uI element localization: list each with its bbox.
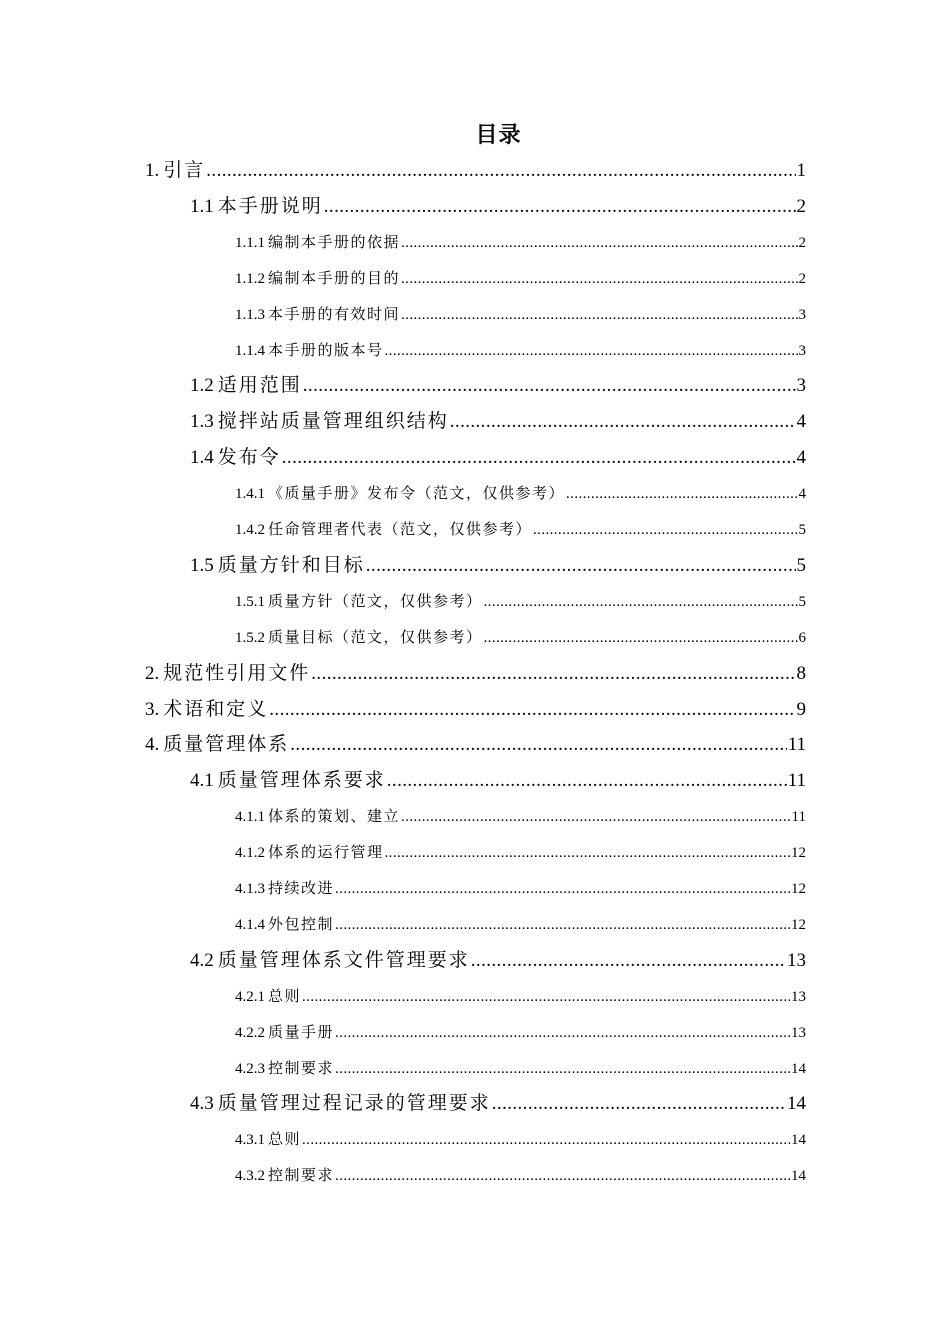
toc-entry-title: 术语和定义 xyxy=(163,697,269,720)
toc-entry-page-number: 8 xyxy=(796,662,806,684)
toc-entry-number: 1.1.4 xyxy=(235,342,265,359)
toc-entry-page-number: 12 xyxy=(791,881,806,897)
toc-entry-number: 4.3.2 xyxy=(235,1168,265,1185)
toc-entry-page-number: 6 xyxy=(798,629,806,646)
toc-entry-page-number: 14 xyxy=(791,1168,806,1185)
toc-entry-number: 4.2.3 xyxy=(235,1060,265,1077)
toc-entry-page-number: 4 xyxy=(796,411,806,433)
toc-entry[interactable] xyxy=(235,805,806,826)
toc-entry[interactable] xyxy=(190,945,806,972)
toc-entry-page-number: 11 xyxy=(787,770,806,792)
toc-dot-leader xyxy=(401,809,791,826)
toc-entry-number: 1.4 xyxy=(190,447,214,469)
toc-entry-page-number: 3 xyxy=(798,342,806,359)
toc-dot-leader xyxy=(311,663,795,685)
toc-entry-number: 1.4.1 xyxy=(235,486,265,503)
toc-entry-page-number: 14 xyxy=(791,1132,806,1149)
toc-dot-leader xyxy=(302,1132,790,1149)
toc-entry[interactable] xyxy=(190,191,806,218)
toc-entry-page-number: 12 xyxy=(791,916,806,933)
toc-dot-leader xyxy=(302,989,790,1006)
toc-entry-title: 质量手册 xyxy=(268,1022,335,1041)
toc-dot-leader xyxy=(282,447,796,469)
toc-entry-page-number: 11 xyxy=(787,734,806,756)
toc-dot-leader xyxy=(335,917,790,934)
toc-entry-number: 4.2 xyxy=(190,949,214,971)
toc-entry-title: 持续改进 xyxy=(268,879,335,897)
toc-dot-leader xyxy=(324,196,796,218)
toc-dot-leader xyxy=(566,486,797,503)
toc-entry-title: 质量目标（范文，仅供参考） xyxy=(268,627,483,646)
toc-entry-title: 控制要求 xyxy=(268,1166,335,1185)
toc-entry-title: 外包控制 xyxy=(268,914,335,933)
toc-entry-page-number: 12 xyxy=(791,845,806,862)
toc-entry-title: 总则 xyxy=(268,1130,302,1149)
toc-entry-title: 任命管理者代表（范文，仅供参考） xyxy=(268,520,533,538)
toc-entry[interactable] xyxy=(235,841,806,862)
toc-entry[interactable] xyxy=(235,913,806,934)
toc-entry-title: 编制本手册的目的 xyxy=(268,268,401,287)
toc-entry-title: 质量管理体系要求 xyxy=(217,769,386,792)
toc-entry-number: 4.1 xyxy=(190,770,214,792)
toc-entry[interactable] xyxy=(190,406,806,433)
toc-entry-page-number: 2 xyxy=(798,270,806,287)
toc-entry-number: 1.4.2 xyxy=(235,522,265,538)
toc-dot-leader xyxy=(269,699,795,721)
toc-entry-title: 编制本手册的依据 xyxy=(268,232,401,251)
toc-entry-number: 4.2.2 xyxy=(235,1024,265,1041)
toc-entry[interactable] xyxy=(235,482,806,503)
toc-entry-title: 质量方针（范文，仅供参考） xyxy=(268,591,483,610)
toc-dot-leader xyxy=(335,1025,790,1042)
toc-entry[interactable] xyxy=(145,694,806,721)
toc-entry-page-number: 3 xyxy=(798,306,806,323)
toc-entry-number: 4.1.1 xyxy=(235,809,265,826)
toc-entry-page-number: 4 xyxy=(798,486,806,503)
toc-entry-page-number: 3 xyxy=(796,375,806,397)
toc-entry-title: 本手册的有效时间 xyxy=(268,304,401,323)
toc-entry-page-number: 14 xyxy=(787,1093,806,1115)
toc-entry-number: 3. xyxy=(145,698,160,720)
toc-entry-page-number: 14 xyxy=(791,1060,806,1077)
toc-dot-leader xyxy=(290,734,786,756)
toc-dot-leader xyxy=(335,1168,790,1185)
toc-dot-leader xyxy=(401,235,797,252)
toc-entry-page-number: 2 xyxy=(796,195,806,217)
toc-entry[interactable] xyxy=(235,590,806,611)
toc-title: 目录 xyxy=(475,122,522,148)
toc-dot-leader xyxy=(492,1093,786,1115)
toc-entry-number: 1.5.2 xyxy=(235,629,265,646)
toc-entry[interactable] xyxy=(235,985,806,1006)
toc-dot-leader xyxy=(450,411,796,433)
toc-dot-leader xyxy=(484,594,798,611)
toc-entry-page-number: 13 xyxy=(791,988,806,1005)
toc-entry-title: 质量方针和目标 xyxy=(217,553,365,576)
toc-entry[interactable] xyxy=(235,1164,806,1185)
toc-dot-leader xyxy=(533,522,797,539)
toc-dot-leader xyxy=(206,160,795,182)
toc-entry-title: 总则 xyxy=(268,986,302,1005)
toc-entry[interactable] xyxy=(235,1021,806,1042)
toc-entry-number: 4.2.1 xyxy=(235,988,265,1005)
toc-entry[interactable] xyxy=(190,370,806,397)
toc-dot-leader xyxy=(303,375,796,397)
toc-entry-number: 4.3.1 xyxy=(235,1132,265,1149)
toc-dot-leader xyxy=(471,950,786,972)
toc-entry-number: 1.1.1 xyxy=(235,234,265,251)
toc-dot-leader xyxy=(401,307,797,324)
toc-entry-page-number: 4 xyxy=(796,447,806,469)
toc-entry-page-number: 1 xyxy=(796,160,806,181)
toc-entry[interactable] xyxy=(235,626,806,647)
toc-entry-page-number: 5 xyxy=(798,522,806,538)
toc-entry[interactable] xyxy=(145,729,806,756)
toc-entry-number: 1.2 xyxy=(190,375,214,397)
toc-entry[interactable] xyxy=(235,231,806,252)
toc-entry-page-number: 13 xyxy=(787,949,806,971)
toc-entry[interactable] xyxy=(235,339,806,360)
toc-entry[interactable] xyxy=(145,155,806,182)
toc-dot-leader xyxy=(335,881,790,898)
toc-entry[interactable] xyxy=(235,303,806,324)
toc-entry[interactable] xyxy=(235,1057,806,1078)
toc-dot-leader xyxy=(484,630,798,647)
toc-entry-page-number: 9 xyxy=(796,698,806,720)
toc-entry[interactable] xyxy=(235,267,806,288)
toc-entry-title: 《质量手册》发布令（范文，仅供参考） xyxy=(268,484,566,503)
toc-entry-page-number: 5 xyxy=(798,593,806,610)
toc-entry-title: 本手册的版本号 xyxy=(268,340,384,359)
toc-entry[interactable] xyxy=(190,550,806,577)
toc-dot-leader xyxy=(366,555,796,577)
toc-entry[interactable] xyxy=(235,1128,806,1149)
toc-entry-number: 4.1.4 xyxy=(235,916,265,933)
toc-entry-page-number: 2 xyxy=(798,234,806,251)
toc-dot-leader xyxy=(335,1061,790,1078)
toc-entry-number: 1.1.3 xyxy=(235,306,265,323)
toc-entry-title: 搅拌站质量管理组织结构 xyxy=(217,410,449,433)
toc-entry-title: 本手册说明 xyxy=(217,194,323,217)
toc-entry-title: 控制要求 xyxy=(268,1058,335,1077)
toc-entry-number: 4. xyxy=(145,734,160,756)
toc-entry-page-number: 13 xyxy=(791,1024,806,1041)
toc-dot-leader xyxy=(385,845,790,862)
toc-entry-number: 1.1.2 xyxy=(235,270,265,287)
toc-entry[interactable] xyxy=(190,442,806,469)
toc-entry-number: 4.1.2 xyxy=(235,845,265,862)
toc-entry-number: 4.1.3 xyxy=(235,881,265,897)
toc-entry-title: 适用范围 xyxy=(217,374,302,397)
toc-entry-number: 2. xyxy=(145,662,160,684)
toc-entry[interactable] xyxy=(235,877,806,898)
toc-entry-number: 1.3 xyxy=(190,411,214,433)
toc-entry-number: 1.5 xyxy=(190,554,214,576)
toc-entry[interactable] xyxy=(190,765,806,792)
toc-entry-page-number: 5 xyxy=(796,554,806,576)
toc-entry[interactable] xyxy=(145,658,806,685)
toc-entry-number: 1.5.1 xyxy=(235,593,265,610)
toc-entry-title: 质量管理过程记录的管理要求 xyxy=(217,1092,491,1115)
toc-entry-page-number: 11 xyxy=(791,809,806,826)
toc-entry[interactable] xyxy=(235,518,806,539)
toc-entry-title: 质量管理体系文件管理要求 xyxy=(217,948,470,971)
toc-entry-title: 体系的运行管理 xyxy=(268,843,384,862)
toc-entry-number: 1.1 xyxy=(190,195,214,217)
toc-entry-number: 4.3 xyxy=(190,1093,214,1115)
toc-entry-title: 引言 xyxy=(163,159,206,181)
toc-entry-title: 体系的策划、建立 xyxy=(268,807,401,826)
toc-entry-title: 质量管理体系 xyxy=(163,733,290,756)
toc-entry[interactable] xyxy=(190,1088,806,1115)
toc-dot-leader xyxy=(401,271,797,288)
toc-entry-number: 1. xyxy=(145,160,160,181)
toc-entry-title: 规范性引用文件 xyxy=(163,661,311,684)
toc-dot-leader xyxy=(387,770,787,792)
toc-dot-leader xyxy=(385,343,798,360)
toc-entry-title: 发布令 xyxy=(217,446,281,469)
